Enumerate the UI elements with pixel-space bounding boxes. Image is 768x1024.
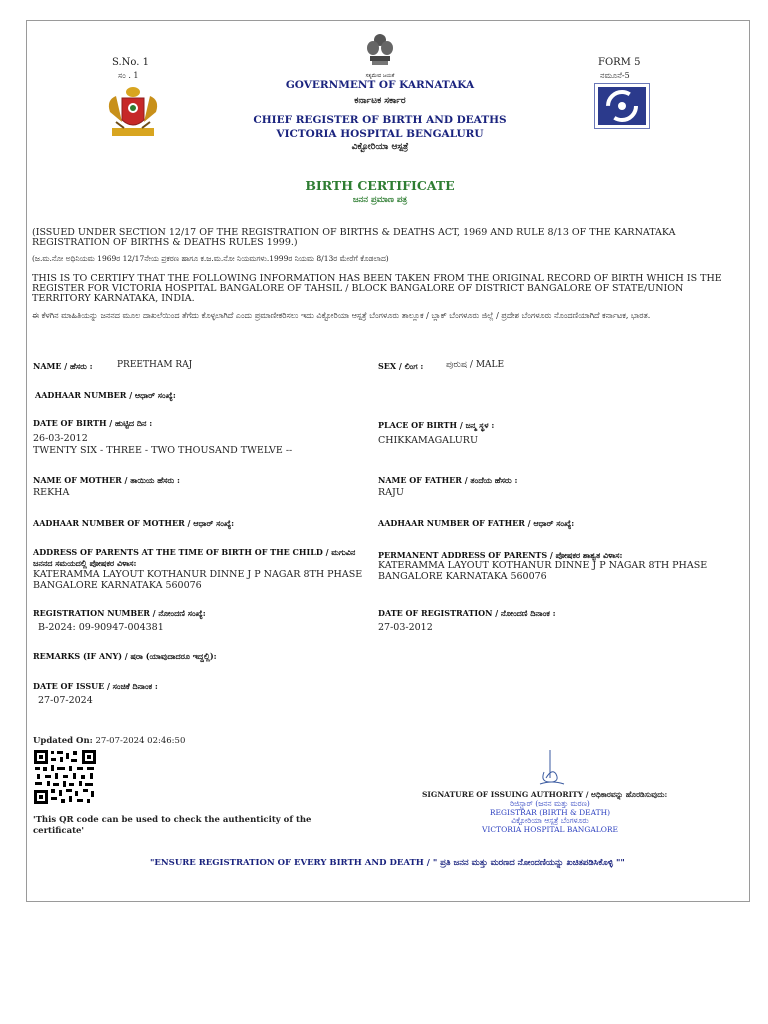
dob-label: DATE OF BIRTH / ಹುಟ್ಟಿದ ದಿನ : [33,418,153,428]
serial-number-kannada: ಸಂ . 1 [118,71,139,80]
sex-value: ಪುರುಷ / MALE [446,360,505,370]
pob-value: CHIKKAMAGALURU [378,435,478,446]
registration-date-label: DATE OF REGISTRATION / ನೋಂದಣಿ ದಿನಾಂಕ : [378,608,556,618]
emblem-motto: ಸತ್ಯಮೇವ ಜಯತೆ [365,73,395,79]
mother-label: NAME OF MOTHER / ತಾಯಿಯ ಹೆಸರು : [33,475,180,485]
certify-text: THIS IS TO CERTIFY THAT THE FOLLOWING INFORMATION HAS BEEN TAKEN FROM THE ORIGINAL RECORD OF BIRTH WHICH IS THE REGISTER FOR VICTORIA HOSPITAL BANGALORE OF TAHSIL / BLOCK BANGALORE OF DISTRICT BANGALORE OF STATE/UNION TERRITORY KARNATAKA, INDIA. [32,273,722,304]
pob-label: PLACE OF BIRTH / ಜನ್ಮ ಸ್ಥಳ : [378,420,495,430]
certificate-title-kannada: ಜನನ ಪ್ರಮಾಣ ಪತ್ರ [352,195,408,205]
government-title: GOVERNMENT OF KARNATAKA [285,79,475,91]
permanent-address-label: PERMANENT ADDRESS OF PARENTS / ಪೋಷಕರ ಶಾಶ್ವತ ವಿಳಾಸ: [378,550,623,560]
certify-text-kannada: ಈ ಕೆಳಗಿನ ಮಾಹಿತಿಯನ್ನು ಜನನದ ಮೂಲ ದಾಖಲೆಯಿಂದ ತೆಗೆದು ಕೊಳ್ಳಲಾಗಿದೆ ಎಂದು ಪ್ರಮಾಣೀಕರಿಸಲು ಇದು ವಿಕ್ಟೋರಿಯಾ ಆಸ್ಪತ್ರೆ ಬೆಂಗಳೂರು ತಾಲ್ಲೂಕ / ಬ್ಲಾಕ್ ಬೆಂಗಳೂರು ಜಿಲ್ಲೆ / ಪ್ರದೇಶ ಬೆಂಗಳೂರು ನೊಂದಣಿಯಾಗಿದೆ ಕರ್ನಾಟಕ, ಭಾರತ. [32,311,651,320]
crs-logo-icon [595,84,649,128]
issue-date-label: DATE OF ISSUE / ಸಂಚಿಕೆ ದಿನಾಂಕ : [33,681,158,691]
father-value: RAJU [378,487,404,498]
address-label: ADDRESS OF PARENTS AT THE TIME OF BIRTH OF THE CHILD / ಮಗುವಿನ ಜನನದ ಸಮಯದಲ್ಲಿ ಪೋಷಕರ ವಿಳಾಸ: [33,547,356,568]
serial-number: S.No. 1 [112,57,149,68]
hospital-title: VICTORIA HOSPITAL BENGALURU [276,128,484,140]
certificate-frame [26,20,750,902]
stamp-line-kannada-2: ವಿಕ್ಟೋರಿಯಾ ಆಸ್ಪತ್ರೆ ಬೆಂಗಳೂರು [511,816,589,825]
signature-label: SIGNATURE OF ISSUING AUTHORITY / ಅಧಿಕಾರವನ್ನು ಹೊರಡಿಸುವುದು: [422,790,668,799]
national-emblem-icon [366,32,394,76]
registration-date-value: 27-03-2012 [378,622,433,633]
name-value: PREETHAM RAJ [117,360,193,370]
issued-under-text: (ISSUED UNDER SECTION 12/17 OF THE REGISTRATION OF BIRTHS & DEATHS ACT, 1969 AND RULE 8/13 OF THE KARNATAKA REGISTRATION OF BIRTHS & DEATHS RULES 1999.) [32,227,676,248]
mother-value: REKHA [33,487,70,498]
registrar-stamp [460,800,640,834]
registrar-title: CHIEF REGISTER OF BIRTH AND DEATHS [253,114,507,126]
dob-value: 26-03-2012 [33,433,88,444]
form-number: FORM 5 [598,57,641,68]
father-label: NAME OF FATHER / ತಂದೆಯ ಹೆಸರು : [378,475,518,485]
registration-number-value: B-2024: 09-90947-004381 [38,622,164,633]
dob-words: TWENTY SIX - THREE - TWO THOUSAND TWELVE -- [33,445,293,456]
qr-note: 'This QR code can be used to check the authenticity of the certificate' [33,815,312,836]
issue-date-value: 27-07-2024 [38,695,93,706]
updated-on-value: 27-07-2024 02:46:50 [95,736,186,746]
registration-number-label: REGISTRATION NUMBER / ನೋಂದಣಿ ಸಂಖ್ಯೆ: [33,608,206,618]
updated-on [33,736,185,746]
aadhaar-mother-label: AADHAAR NUMBER OF MOTHER / ಆಧಾರ್ ಸಂಖ್ಯೆ: [33,518,235,528]
qr-code-icon[interactable] [33,749,97,805]
signature-icon [536,748,566,788]
certificate-title: BIRTH CERTIFICATE [305,178,455,193]
sex-label: SEX / ಲಿಂಗ : [378,361,424,371]
name-label: NAME / ಹೆಸರು : [33,361,93,371]
stamp-line-registrar: REGISTRAR (BIRTH & DEATH) [489,807,611,817]
issued-under-text-kannada: (ಜ.ಮ.ನೋ ಅಧಿನಿಯಮ 1969ರ 12/17ನೇಯ ಪ್ರಕರಣ ಹಾಗೂ ಕ.ಜ.ಮ.ನೋ ನಿಯಮಗಳು.1999ರ ನಿಯಮ 8/13ರ ಮೇರೆಗೆ ಕೊಡಲಾದ) [32,254,389,263]
aadhaar-father-label: AADHAAR NUMBER OF FATHER / ಆಧಾರ್ ಸಂಖ್ಯೆ: [378,518,575,528]
aadhaar-label: AADHAAR NUMBER / ಆಧಾರ್ ಸಂಖ್ಯೆ: [35,390,176,400]
crs-logo [594,83,650,129]
address-value: KATERAMMA LAYOUT KOTHANUR DINNE J P NAGAR 8TH PHASE BANGALORE KARNATAKA 560076 [33,569,363,591]
form-number-kannada: ನಮೂನೆ-5 [600,71,630,80]
remarks-label: REMARKS (IF ANY) / ಷರಾ (ಯಾವುದಾದರೂ ಇದ್ದಲ್ಲಿ): [33,651,217,661]
karnataka-emblem-icon [102,82,164,142]
stamp-line-hospital: VICTORIA HOSPITAL BANGALORE [481,824,619,834]
slogan: "ENSURE REGISTRATION OF EVERY BIRTH AND DEATH / " ಪ್ರತಿ ಜನನ ಮತ್ತು ಮರಣದ ನೋಂದಣಿಯನ್ನು ಖಚಿತಪಡಿಸಿಕೊಳ್ಳಿ "" [150,858,625,868]
stamp-line-kannada-1: ರಿಜಿಸ್ಟ್ರಾರ್ (ಜನನ ಮತ್ತು ಮರಣ) [510,799,590,808]
permanent-address-value: KATERAMMA LAYOUT KOTHANUR DINNE J P NAGAR 8TH PHASE BANGALORE KARNATAKA 560076 [378,560,708,582]
hospital-title-kannada: ವಿಕ್ಟೋರಿಯಾ ಆಸ್ಪತ್ರೆ [351,142,409,152]
government-title-kannada: ಕರ್ನಾಟಕ ಸರ್ಕಾರ [354,96,406,106]
updated-on-label: Updated On: [33,736,93,746]
